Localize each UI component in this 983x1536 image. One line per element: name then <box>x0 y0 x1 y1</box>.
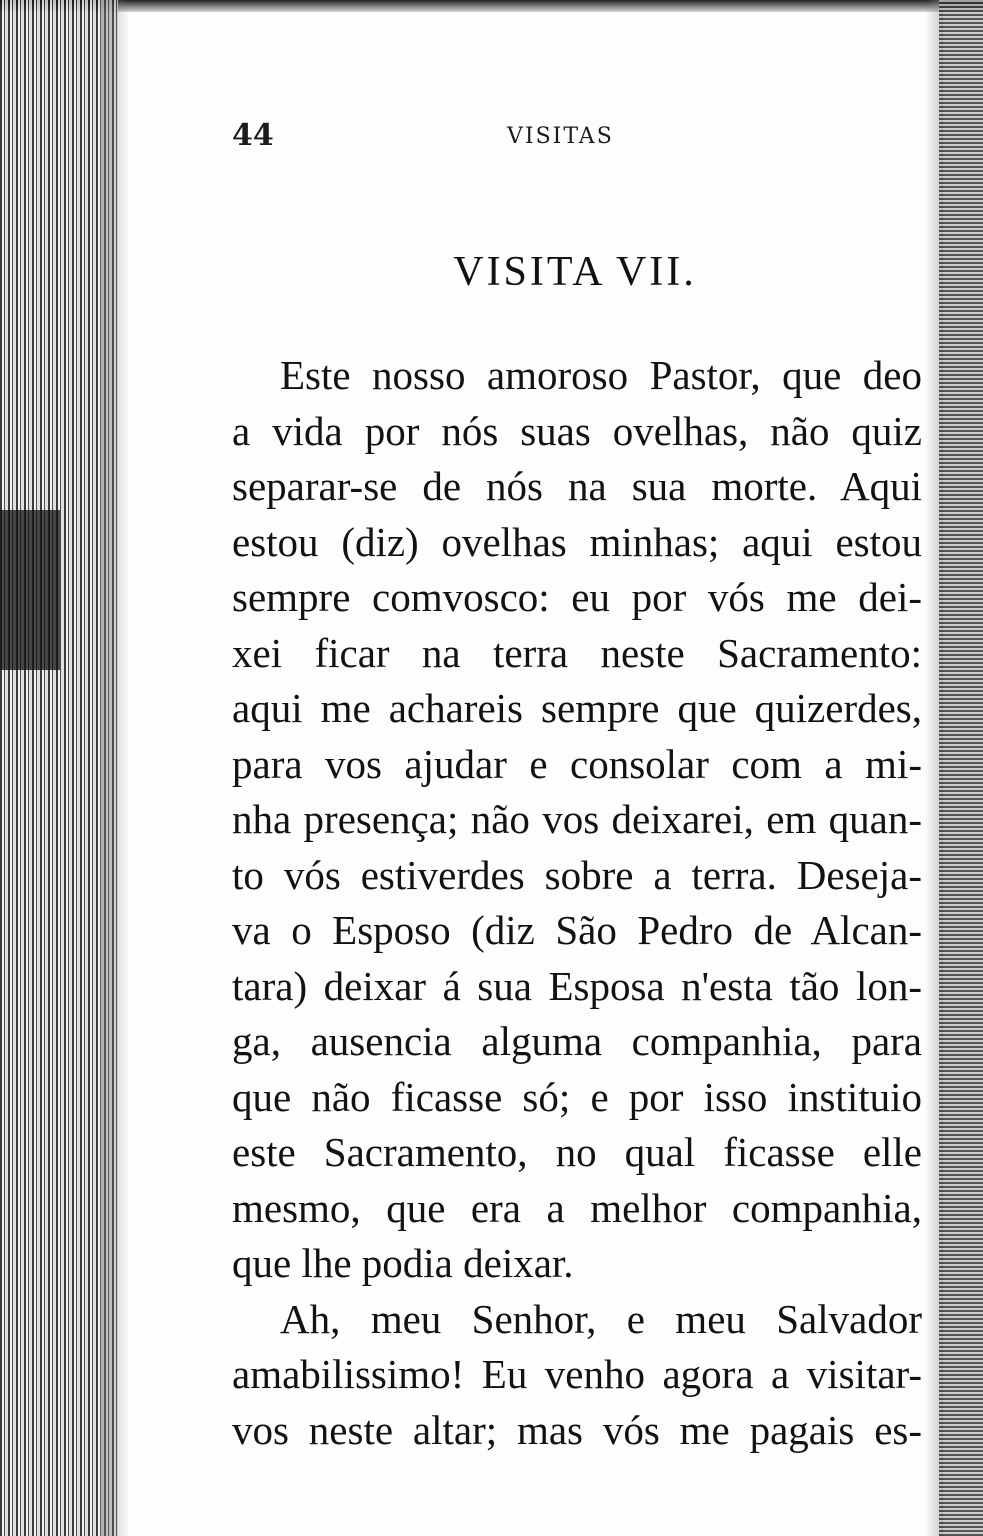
text-line: separar-se de nós na sua morte. Aqui <box>232 463 922 509</box>
text-line: tara) deixar á sua Esposa n'esta tão lon- <box>232 962 922 1009</box>
text-line: estou (diz) ovelhas minhas; aqui estou <box>232 518 922 565</box>
text-line: Ah, meu Senhor, e meu Salvador <box>280 1295 922 1342</box>
running-title: VISITAS <box>507 124 614 149</box>
scan-binding-shadow <box>0 510 60 670</box>
page-number: 44 <box>232 118 274 153</box>
text-line: que lhe podia deixar. <box>232 1240 574 1286</box>
text-line: nha presença; não vos deixarei, em quan- <box>232 796 922 842</box>
body-text <box>232 348 922 1458</box>
text-line: sempre comvosco: eu por vós me dei- <box>232 574 922 620</box>
text-line: para vos ajudar e consolar com a mi- <box>232 740 922 787</box>
text-line: vos neste altar; mas vós me pagais es- <box>232 1406 922 1453</box>
paragraph-1 <box>232 348 922 1292</box>
text-line: que não ficasse só; e por isso instituio <box>232 1073 922 1120</box>
text-line: ga, ausencia alguma companhia, para <box>232 1018 922 1064</box>
text-line: xei ficar na terra neste Sacramento: <box>232 629 922 676</box>
text-line: a vida por nós suas ovelhas, não quiz <box>232 407 922 454</box>
scan-top-edge <box>0 0 983 12</box>
text-line: aqui me achareis sempre que quizerdes, <box>232 685 922 731</box>
text-line: to vós estiverdes sobre a terra. Deseja- <box>232 851 922 898</box>
running-head <box>232 118 652 158</box>
scan-binding-right <box>939 0 983 1536</box>
text-line: Este nosso amoroso Pastor, que deo <box>280 352 922 398</box>
text-line: este Sacramento, no qual ficasse elle <box>232 1129 922 1175</box>
paragraph-2 <box>232 1292 922 1459</box>
text-line: amabilissimo! Eu venho agora a visitar- <box>232 1351 922 1397</box>
scan-binding-fade <box>100 0 130 1536</box>
text-line: mesmo, que era a melhor companhia, <box>232 1184 922 1231</box>
text-line: va o Esposo (diz São Pedro de Alcan- <box>232 907 922 953</box>
chapter-heading: VISITA VII. <box>453 249 697 295</box>
